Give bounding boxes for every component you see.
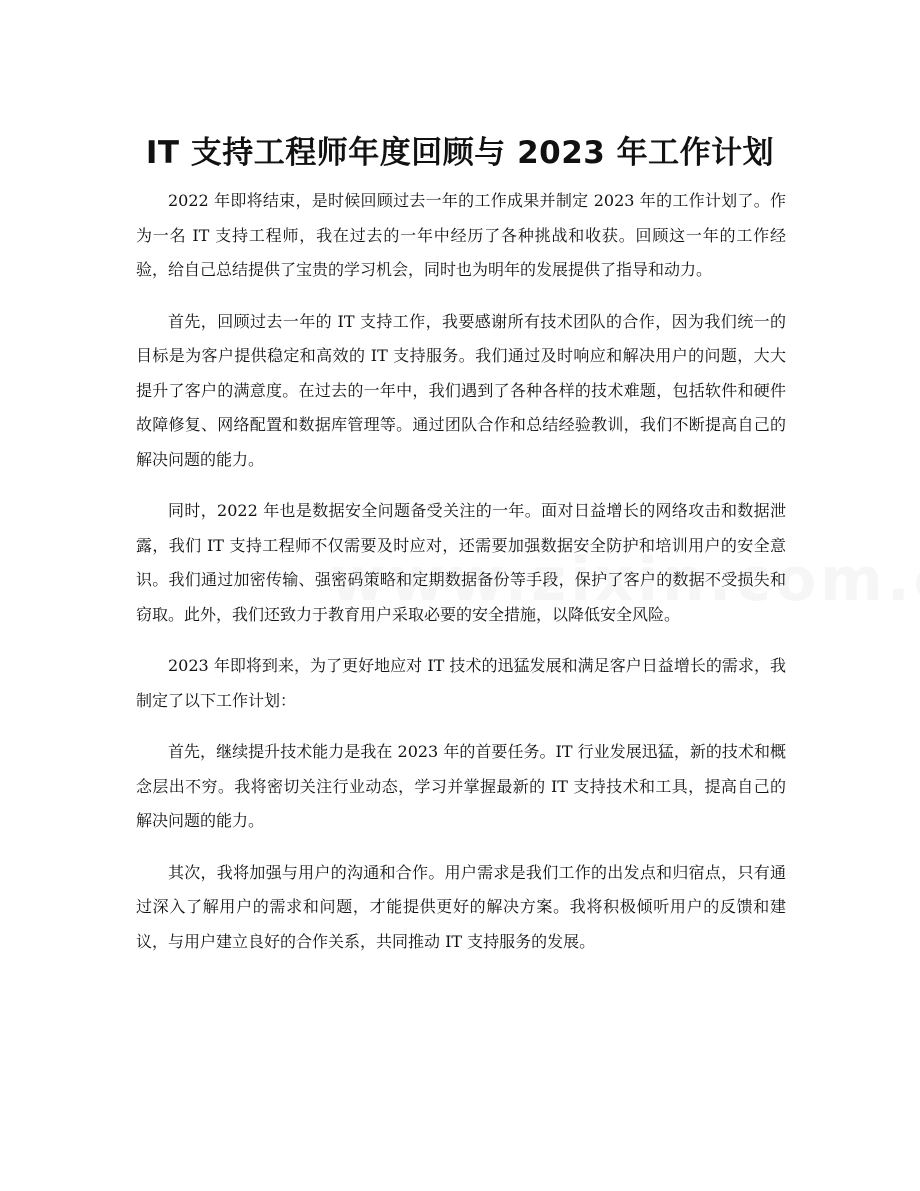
document-body bbox=[136, 184, 786, 976]
paragraph: 同时，2022 年也是数据安全问题备受关注的一年。面对日益增长的网络攻击和数据泄露，我们 IT 支持工程师不仅需要及时应对，还需要加强数据安全防护和培训用户的安全意识。我们通过加密传输、强密码策略和定期数据备份等手段，保护了客户的数据不受损失和窃取。此外，我们还致力于教育用户采取必要的安全措施，以降低安全风险。 bbox=[136, 501, 786, 624]
document-title: IT 支持工程师年度回顾与 2023 年工作计划 bbox=[145, 134, 775, 171]
paragraph: 首先，继续提升技术能力是我在 2023 年的首要任务。IT 行业发展迅猛，新的技术和概念层出不穷。我将密切关注行业动态，学习并掌握最新的 IT 支持技术和工具，提高自己的解决问题的能力。 bbox=[136, 742, 786, 830]
paragraph: 其次，我将加强与用户的沟通和合作。用户需求是我们工作的出发点和归宿点，只有通过深入了解用户的需求和问题，才能提供更好的解决方案。我将积极倾听用户的反馈和建议，与用户建立良好的合作关系，共同推动 IT 支持服务的发展。 bbox=[136, 862, 786, 951]
paragraph: 2023 年即将到来，为了更好地应对 IT 技术的迅猛发展和满足客户日益增长的需求，我制定了以下工作计划： bbox=[136, 656, 786, 710]
paragraph: 2022 年即将结束，是时候回顾过去一年的工作成果并制定 2023 年的工作计划了。作为一名 IT 支持工程师，我在过去的一年中经历了各种挑战和收获。回顾这一年的工作经验，给自己总结提供了宝贵的学习机会，同时也为明年的发展提供了指导和动力。 bbox=[136, 191, 786, 279]
paragraph: 首先，回顾过去一年的 IT 支持工作，我要感谢所有技术团队的合作，因为我们统一的目标是为客户提供稳定和高效的 IT 支持服务。我们通过及时响应和解决用户的问题，大大提升了客户的满意度。在过去的一年中，我们遇到了各种各样的技术难题，包括软件和硬件故障修复、网络配置和数据库管理等。通过团队合作和总结经验教训，我们不断提高自己的解决问题的能力。 bbox=[136, 311, 786, 469]
